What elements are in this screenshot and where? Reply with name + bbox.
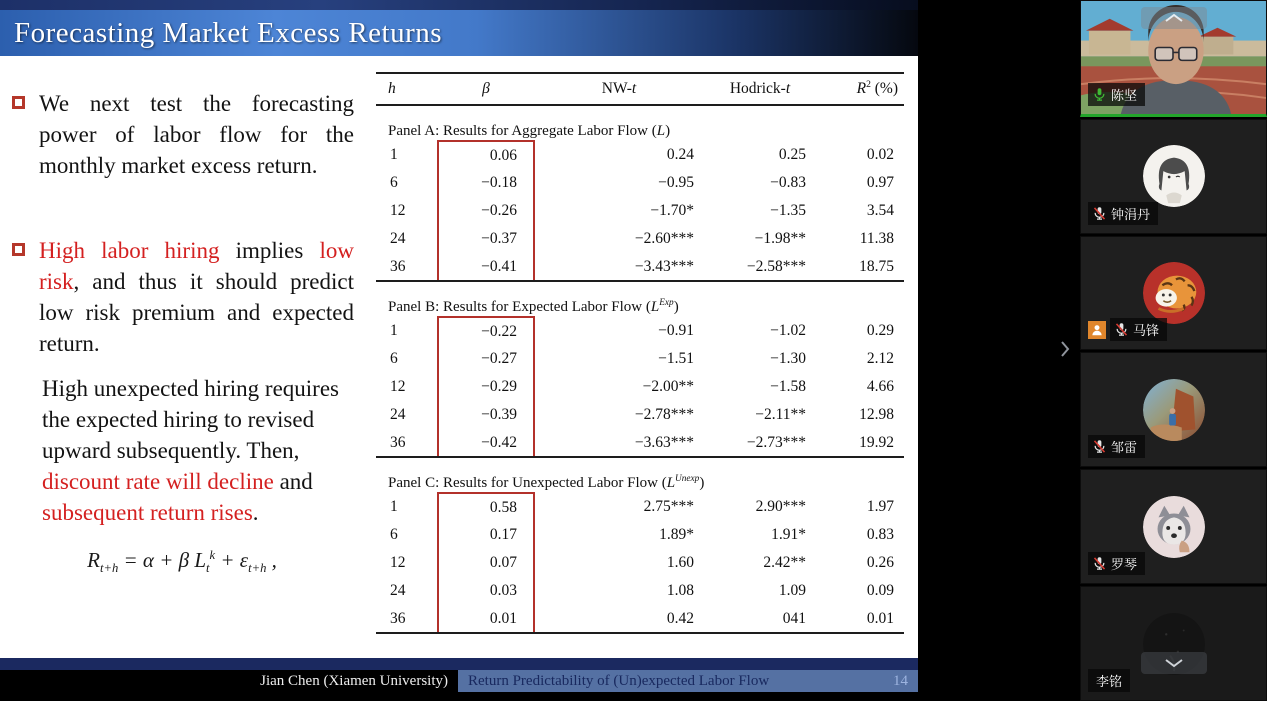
table-cell: 12 xyxy=(390,378,406,395)
participant-name-row xyxy=(1088,83,1145,106)
member-badge-icon xyxy=(1088,321,1106,339)
beta-value-cell: −0.42 xyxy=(438,429,534,457)
participant-tile-4[interactable] xyxy=(1080,352,1267,467)
chevron-up-icon xyxy=(1163,12,1185,24)
beta-value-cell: −0.37 xyxy=(438,225,534,253)
beta-value-cell: −0.26 xyxy=(438,197,534,225)
table-cell: −2.58*** xyxy=(704,253,816,281)
participant-name-row xyxy=(1088,435,1145,458)
table-cell: 1.89* xyxy=(659,526,694,543)
table-cell: 1.08 xyxy=(666,582,694,599)
table-cell: 0.42 xyxy=(534,605,704,633)
participant-name: 马锋 xyxy=(1133,323,1160,339)
table-cell: −2.78*** xyxy=(634,406,694,423)
microphone-muted-icon xyxy=(1092,206,1107,221)
footer-paper-title-bar xyxy=(458,670,918,692)
bullet-item xyxy=(10,235,354,359)
beta-value-cell: 0.03 xyxy=(438,577,534,605)
table-cell: 0.09 xyxy=(866,582,894,599)
table-cell: 0.01 xyxy=(816,605,904,633)
table-cell: 0.24 xyxy=(666,146,694,163)
participant-name: 李铭 xyxy=(1096,673,1123,689)
table-cell: 0.83 xyxy=(866,526,894,543)
table-cell: 6 xyxy=(390,174,398,191)
table-cell: 36 xyxy=(376,253,438,281)
participant-name: 罗琴 xyxy=(1111,557,1138,573)
avatar xyxy=(1143,145,1205,207)
col-header-nw-t: NW-t xyxy=(534,73,704,105)
table-cell: 0.97 xyxy=(866,174,894,191)
bullet-square-icon xyxy=(12,243,25,256)
slide-footer-strip xyxy=(0,658,918,670)
table-cell: 1 xyxy=(390,498,398,515)
col-header-h: h xyxy=(376,73,438,105)
table-cell: −2.00** xyxy=(642,378,694,395)
table-cell: −0.95 xyxy=(658,174,694,191)
slide-footer xyxy=(0,670,918,692)
col-header-hodrick-t: Hodrick-t xyxy=(704,73,816,105)
beta-value-cell: 0.01 xyxy=(438,605,534,633)
participant-name-row xyxy=(1088,318,1167,341)
slide-text-column xyxy=(0,56,362,658)
participant-name: 邹雷 xyxy=(1111,440,1138,456)
table-cell: 2.90*** xyxy=(755,498,806,515)
participant-name-row xyxy=(1088,669,1130,692)
participant-name-row xyxy=(1088,552,1145,575)
table-cell: 2.75*** xyxy=(643,498,694,515)
table-cell: 19.92 xyxy=(816,429,904,457)
table-cell: 0.25 xyxy=(778,146,806,163)
participant-name: 陈坚 xyxy=(1111,87,1138,103)
table-cell: 6 xyxy=(390,350,398,367)
table-cell: 041 xyxy=(704,605,816,633)
table-cell: −1.70* xyxy=(650,202,694,219)
table-cell: −2.11** xyxy=(755,406,806,423)
slide-title-bar xyxy=(0,10,918,56)
table-cell: 12 xyxy=(390,202,406,219)
table-body xyxy=(376,105,904,633)
avatar xyxy=(1143,262,1205,324)
table-cell: −3.63*** xyxy=(534,429,704,457)
bullet-text: High labor hiring implies low risk, and thus it should predict low risk premium and expected return. xyxy=(39,238,354,356)
table-cell: 12 xyxy=(390,554,406,571)
table-cell: 24 xyxy=(390,406,406,423)
bullet-text: We next test the forecasting power of labor flow for the monthly market excess return. xyxy=(39,91,354,178)
panel-label: Panel A: Results for Aggregate Labor Flow (L) xyxy=(388,123,671,139)
avatar xyxy=(1143,496,1205,558)
table-cell: 2.12 xyxy=(866,350,894,367)
table-cell: 1 xyxy=(390,146,398,163)
participant-tile-6[interactable] xyxy=(1080,586,1267,701)
table-cell: −2.73*** xyxy=(704,429,816,457)
participant-tile-1[interactable] xyxy=(1080,0,1267,117)
beta-value-cell: 0.07 xyxy=(438,549,534,577)
table-cell: −1.51 xyxy=(658,350,694,367)
footer-paper-title: Return Predictability of (Un)expected Labor Flow xyxy=(468,672,770,689)
beta-value-cell: 0.06 xyxy=(438,141,534,169)
sidebar-collapse-handle[interactable] xyxy=(1058,336,1072,362)
table-cell: 24 xyxy=(390,230,406,247)
table-cell: −3.43*** xyxy=(534,253,704,281)
bullet-item xyxy=(10,88,354,181)
table-cell: 1 xyxy=(390,322,398,339)
table-cell: −1.02 xyxy=(770,322,806,339)
avatar xyxy=(1143,379,1205,441)
slide-body xyxy=(0,56,918,658)
table-cell: 1.60 xyxy=(666,554,694,571)
col-header-beta: β xyxy=(438,73,534,105)
scroll-down-button[interactable] xyxy=(1141,652,1207,674)
table-cell: −1.58 xyxy=(770,378,806,395)
table-cell: −2.60*** xyxy=(634,230,694,247)
table-cell: −1.35 xyxy=(770,202,806,219)
table-cell: 1.97 xyxy=(866,498,894,515)
table-cell: −1.98** xyxy=(754,230,806,247)
table-cell: 0.29 xyxy=(866,322,894,339)
microphone-muted-icon xyxy=(1092,556,1107,571)
beta-value-cell: 0.17 xyxy=(438,521,534,549)
microphone-muted-icon xyxy=(1092,439,1107,454)
table-cell: 18.75 xyxy=(816,253,904,281)
participant-tile-2[interactable] xyxy=(1080,119,1267,234)
microphone-active-icon xyxy=(1092,87,1107,102)
regression-equation: $R_{t+h} = \alpha + \beta$ $L_t^k + \varepsilon_{t+h}$ , xyxy=(87,548,277,576)
results-table xyxy=(376,72,904,634)
participant-name: 钟涓丹 xyxy=(1111,206,1151,222)
table-header xyxy=(376,73,904,105)
table-cell: 3.54 xyxy=(866,202,894,219)
scroll-up-button[interactable] xyxy=(1141,7,1207,29)
chevron-right-icon xyxy=(1060,340,1070,358)
table-cell: 36 xyxy=(376,605,438,633)
table-cell: 24 xyxy=(390,582,406,599)
table-cell: 2.42** xyxy=(763,554,806,571)
beta-value-cell: −0.18 xyxy=(438,169,534,197)
footer-page-number: 14 xyxy=(893,672,908,689)
table-cell: 0.26 xyxy=(866,554,894,571)
panel-label: Panel B: Results for Expected Labor Flow $(L^{Exp})$ xyxy=(388,298,679,315)
participants-sidebar xyxy=(1080,0,1267,701)
results-table-area xyxy=(362,56,918,658)
table-cell: 11.38 xyxy=(859,230,894,247)
sub-paragraph: High unexpected hiring requires the expected hiring to revised upward subsequently. Then, discount rate will decline and subsequent return rises. xyxy=(42,376,339,525)
beta-value-cell: −0.29 xyxy=(438,373,534,401)
beta-value-cell: −0.41 xyxy=(438,253,534,281)
table-cell: 4.66 xyxy=(866,378,894,395)
chevron-down-icon xyxy=(1163,657,1185,669)
participant-tile-5[interactable] xyxy=(1080,469,1267,584)
table-cell: 1.91* xyxy=(771,526,806,543)
panel-label: Panel C: Results for Unexpected Labor Flow $(L^{Unexp})$ xyxy=(388,474,705,491)
beta-value-cell: −0.27 xyxy=(438,345,534,373)
table-cell: −1.30 xyxy=(770,350,806,367)
footer-author: Jian Chen (Xiamen University) xyxy=(0,670,458,692)
beta-value-cell: −0.39 xyxy=(438,401,534,429)
participant-tile-3[interactable] xyxy=(1080,236,1267,351)
table-cell: 0.02 xyxy=(866,146,894,163)
microphone-muted-icon xyxy=(1114,322,1129,337)
col-header-r2: $R^2$ (%) xyxy=(816,73,904,105)
table-cell: 1.09 xyxy=(778,582,806,599)
slide-top-strip xyxy=(0,0,918,10)
slide-title: Forecasting Market Excess Returns xyxy=(14,16,443,49)
slide-bottom-strip xyxy=(0,692,918,701)
table-cell: 36 xyxy=(376,429,438,457)
participant-name-row xyxy=(1088,202,1158,225)
table-cell: −0.91 xyxy=(658,322,694,339)
beta-value-cell: 0.58 xyxy=(438,493,534,521)
beta-value-cell: −0.22 xyxy=(438,317,534,345)
table-cell: 6 xyxy=(390,526,398,543)
table-cell: −0.83 xyxy=(770,174,806,191)
table-cell: 12.98 xyxy=(859,406,894,423)
bullet-square-icon xyxy=(12,96,25,109)
